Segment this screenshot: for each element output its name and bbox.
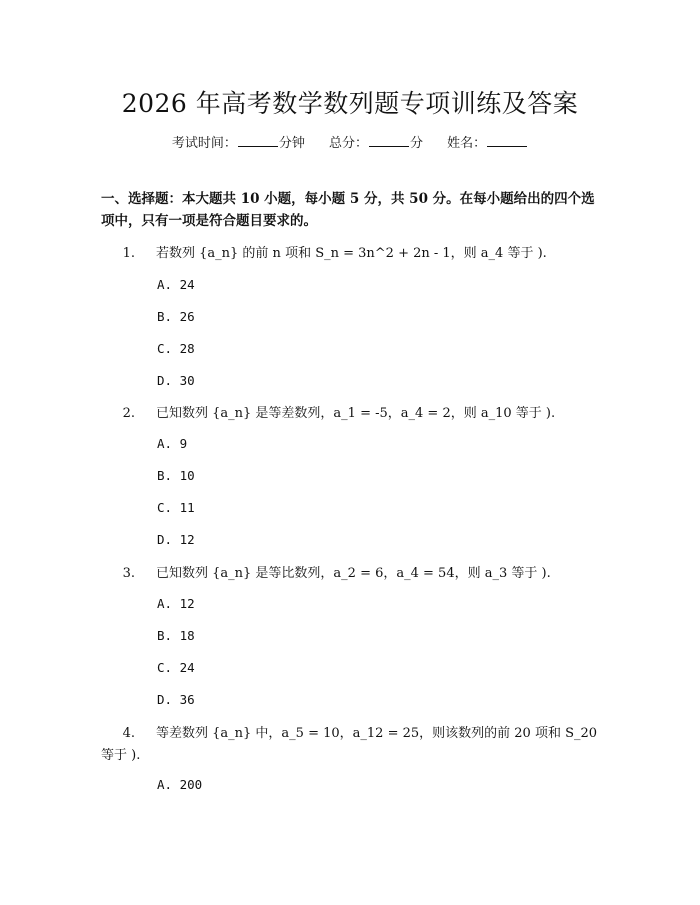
question-text: 已知数列 {a_n} 是等差数列，a_1 = -5，a_4 = 2，则 a_10 等于 ).	[156, 406, 556, 421]
question-1-option-b: B. 26	[157, 309, 195, 324]
question-2-option-d: D. 12	[157, 532, 195, 547]
question-number: 1.	[122, 246, 135, 261]
question-text: 若数列 {a_n} 的前 n 项和 S_n = 3n^2 + 2n - 1，则 a_4 等于 ).	[156, 246, 547, 261]
question-text: 已知数列 {a_n} 是等比数列，a_2 = 6，a_4 = 54，则 a_3 等于 ).	[156, 566, 551, 581]
time-label: 考试时间：	[171, 136, 237, 151]
question-number: 3.	[122, 566, 135, 581]
question-number: 4.	[122, 726, 135, 741]
page-title: 2026 年高考数学数列题专项训练及答案	[121, 89, 579, 118]
score-label: 总分：	[328, 136, 368, 151]
question-4	[101, 723, 601, 767]
name-blank	[487, 145, 527, 147]
question-3	[101, 563, 601, 585]
question-3-option-c: C. 24	[157, 660, 195, 675]
time-unit: 分钟	[278, 136, 305, 151]
score-blank	[369, 145, 409, 147]
name-label: 姓名：	[447, 136, 487, 151]
exam-time	[172, 132, 305, 151]
question-2-option-c: C. 11	[157, 500, 195, 515]
question-1	[101, 243, 601, 265]
question-1-option-a: A. 24	[157, 277, 195, 292]
question-2	[101, 403, 601, 425]
question-3-option-b: B. 18	[157, 628, 195, 643]
score-unit: 分	[410, 136, 424, 151]
question-1-option-c: C. 28	[157, 341, 195, 356]
question-2-option-b: B. 10	[157, 468, 195, 483]
time-blank	[238, 145, 278, 147]
question-2-option-a: A. 9	[157, 436, 188, 451]
exam-name	[447, 132, 528, 151]
question-4-option-a: A. 200	[157, 777, 203, 792]
section-heading: 一、选择题：本大题共 10 小题，每小题 5 分，共 50 分。在每小题给出的四个选项中，只有一项是符合题目要求的。	[101, 191, 595, 229]
question-text: 等差数列 {a_n} 中，a_5 = 10，a_12 = 25，则该数列的前 20 项和 S_20 等于 ).	[101, 726, 598, 763]
exam-score	[329, 132, 423, 151]
exam-meta	[0, 132, 700, 151]
question-number: 2.	[122, 406, 135, 421]
question-3-option-a: A. 12	[157, 596, 195, 611]
question-1-option-d: D. 30	[157, 373, 195, 388]
question-3-option-d: D. 36	[157, 692, 195, 707]
